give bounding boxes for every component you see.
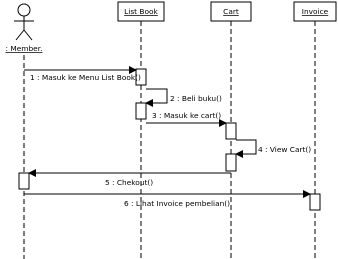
message-2 <box>146 89 222 103</box>
stick-figure-icon <box>14 4 34 40</box>
lifeline-head-invoice <box>294 2 336 21</box>
activation-bar-member <box>19 173 29 189</box>
lifeline-head-label: Cart <box>223 7 239 16</box>
actor-member <box>6 4 43 53</box>
lifeline-head-cart <box>211 2 251 21</box>
lifeline-head-label: List Book <box>124 7 158 16</box>
message-label: 2 : Beli buku() <box>170 94 222 103</box>
actor-member-label: : Member. <box>5 44 43 53</box>
message-arrow <box>236 140 256 154</box>
message-arrow <box>146 89 167 103</box>
message-label: 3 : Masuk ke cart() <box>152 111 222 120</box>
message-1 <box>24 70 141 82</box>
message-5 <box>29 173 231 187</box>
message-label: 6 : Lihat Invoice pembelian() <box>124 199 231 208</box>
activation-bar-cart-2 <box>226 154 236 171</box>
lifeline-head-list-book <box>118 2 164 21</box>
message-label: 4 : View Cart() <box>258 145 312 154</box>
message-label: 1 : Masuk ke Menu List Book() <box>30 73 141 82</box>
message-6 <box>24 194 310 208</box>
message-3 <box>146 111 226 123</box>
activation-bar-list-book-2 <box>136 103 146 119</box>
message-4 <box>236 140 311 154</box>
lifeline-head-label: Invoice <box>301 7 329 16</box>
message-label: 5 : Chekout() <box>105 178 154 187</box>
activation-bar-cart-1 <box>226 123 236 139</box>
activation-bar-invoice <box>310 194 320 210</box>
